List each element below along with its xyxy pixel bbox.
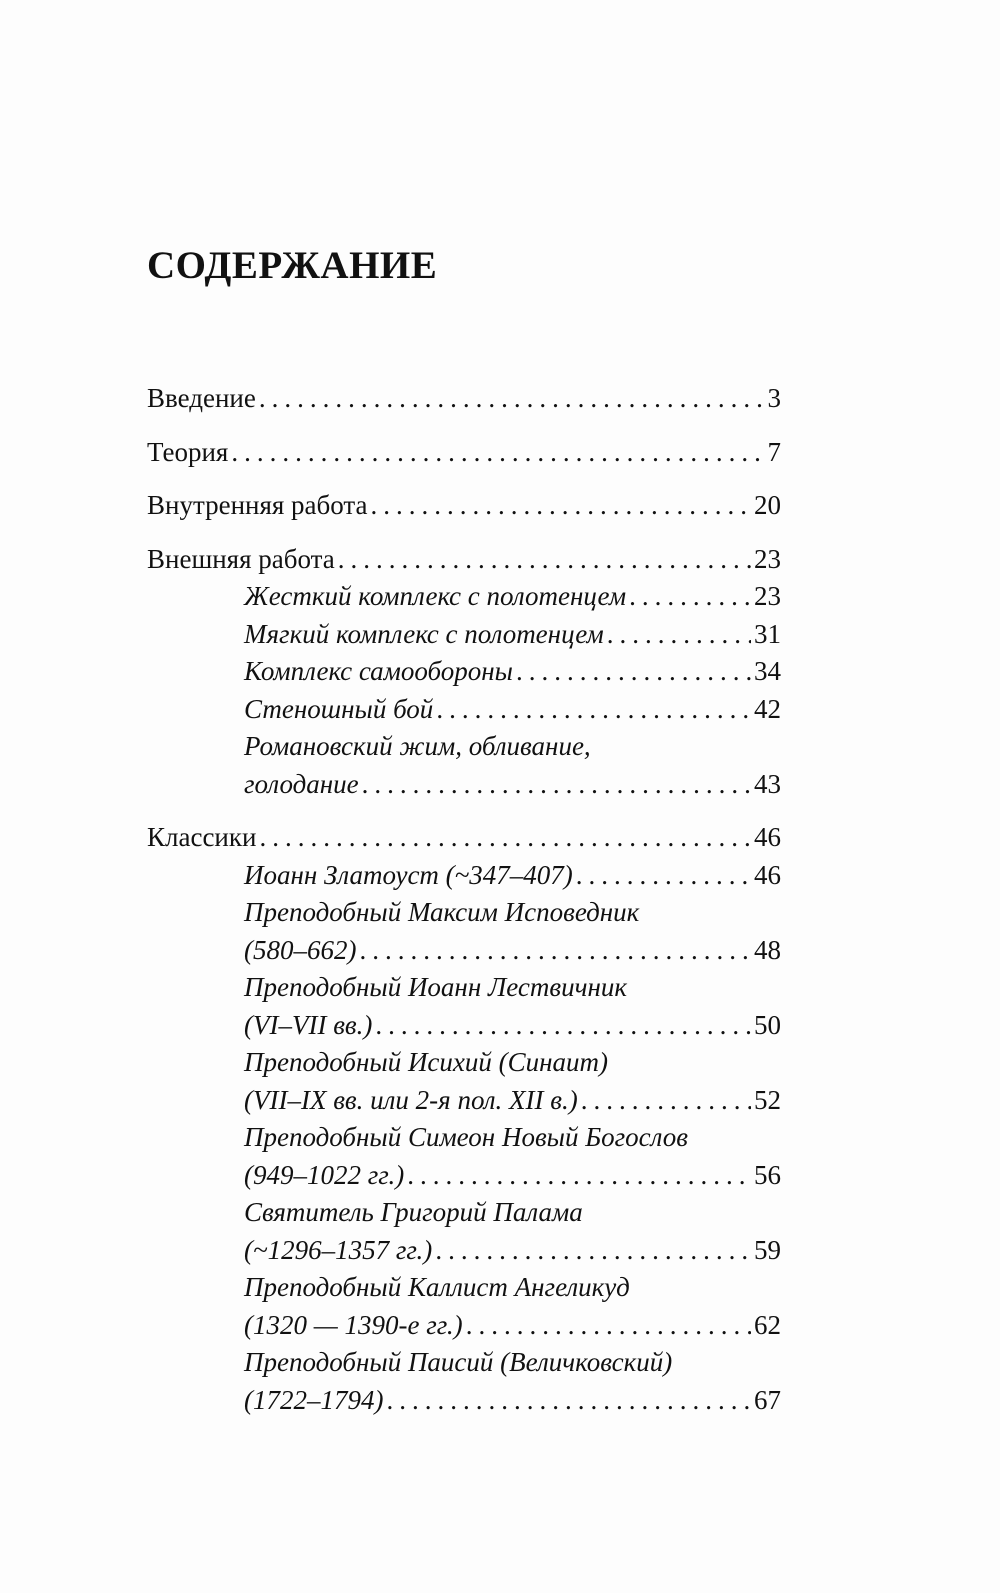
toc-page-number: 20: [754, 490, 781, 520]
toc-entry-title-line: голодание: [244, 768, 359, 799]
toc-entry-title-line: Преподобный Исихий (Синаит): [244, 1047, 609, 1077]
toc-page-number: 59: [754, 1234, 781, 1265]
toc-leader-dots: [259, 819, 751, 857]
toc-page-number: 50: [754, 1009, 781, 1040]
toc-entry-title-line: Преподобный Паисий (Величковский): [244, 1347, 673, 1377]
toc-leader-dots: [435, 1232, 751, 1270]
toc-page-number: 62: [754, 1309, 781, 1340]
toc-entry-title: Теория: [147, 436, 229, 467]
toc-subentry: [147, 969, 781, 1044]
toc-entry-title-line: (~1296–1357 гг.): [244, 1234, 433, 1265]
toc-page-number: 48: [754, 934, 781, 965]
toc-page-number: 7: [767, 436, 781, 467]
toc-entry-title-line: Преподобный Каллист Ангеликуд: [244, 1272, 630, 1302]
toc-entry-title: Стеношный бой: [244, 693, 434, 724]
toc-page-number: 23: [754, 581, 781, 611]
toc-subentry: [147, 1269, 781, 1344]
toc-leader-dots: [359, 932, 751, 970]
toc-entry: [147, 380, 781, 418]
toc-page-number: 56: [754, 1159, 781, 1190]
toc-subentry: [147, 578, 781, 616]
toc-page-number: 52: [754, 1084, 781, 1115]
toc-entry-title-line: Преподобный Иоанн Лествичник: [244, 972, 627, 1002]
toc-page-number: 31: [754, 618, 781, 649]
toc-leader-dots: [629, 578, 751, 616]
toc-entry-title: Введение: [147, 383, 256, 413]
toc-entry-title: Комплекс самообороны: [244, 656, 513, 686]
toc-entry: [147, 487, 781, 525]
toc-entry-title-line: Святитель Григорий Палама: [244, 1197, 583, 1227]
toc-subentry: [147, 1119, 781, 1194]
toc-page-number: 67: [754, 1384, 781, 1415]
toc-leader-dots: [375, 1007, 751, 1045]
toc-page-number: 43: [754, 768, 781, 799]
toc-entry-title-line: Романовский жим, обливание,: [244, 731, 591, 761]
toc-subentry: [147, 857, 781, 895]
toc-leader-dots: [576, 857, 751, 895]
toc-subentry: [147, 1344, 781, 1419]
toc-page-number: 46: [754, 859, 781, 890]
toc-leader-dots: [371, 487, 751, 525]
toc-leader-dots: [386, 1382, 751, 1420]
toc-leader-dots: [436, 691, 751, 729]
toc-page-number: 34: [754, 656, 781, 686]
toc-entry-title-line: (1722–1794): [244, 1384, 384, 1415]
toc-page-number: 3: [767, 383, 781, 413]
toc-subentry: [147, 728, 781, 803]
toc-entry-title-line: Преподобный Максим Исповедник: [244, 897, 640, 927]
toc-entry-title-line: (1320 — 1390-е гг.): [244, 1309, 463, 1340]
toc-entry: [147, 819, 781, 857]
toc-leader-dots: [607, 616, 751, 654]
toc-entry-title-line: (VI–VII вв.): [244, 1009, 373, 1040]
toc-entry: [147, 541, 781, 579]
toc-page-number: 23: [754, 543, 781, 574]
toc-subentry: [147, 616, 781, 654]
toc-leader-dots: [338, 541, 751, 579]
toc-leader-dots: [362, 766, 751, 804]
toc-entry: [147, 434, 781, 472]
toc-leader-dots: [231, 434, 764, 472]
toc-leader-dots: [516, 653, 751, 691]
toc-entry-title-line: Преподобный Симеон Новый Богослов: [244, 1122, 688, 1152]
toc-page-number: 46: [754, 822, 781, 852]
toc-leader-dots: [581, 1082, 751, 1120]
toc-entry-title: Внешняя работа: [147, 543, 335, 574]
toc-subentry: [147, 894, 781, 969]
toc-entry-title: Жесткий комплекс с полотенцем: [244, 581, 627, 611]
toc-subentry: [147, 1194, 781, 1269]
toc-leader-dots: [407, 1157, 751, 1195]
toc-entry-title-line: (VII–IX вв. или 2-я пол. XII в.): [244, 1084, 578, 1115]
toc-page-number: 42: [754, 693, 781, 724]
toc-entry-title: Мягкий комплекс с полотенцем: [244, 618, 604, 649]
toc-leader-dots: [259, 380, 765, 418]
toc-entry-title: Внутренняя работа: [147, 490, 368, 520]
toc-subentry: [147, 691, 781, 729]
page-title: СОДЕРЖАНИЕ: [147, 244, 438, 287]
toc-entry-title: Классики: [147, 822, 257, 852]
table-of-contents: [147, 380, 781, 1419]
toc-subentry: [147, 653, 781, 691]
toc-entry-title-line: (580–662): [244, 934, 357, 965]
toc-subentry: [147, 1044, 781, 1119]
toc-leader-dots: [466, 1307, 751, 1345]
toc-entry-title-line: (949–1022 гг.): [244, 1159, 405, 1190]
toc-entry-title: Иоанн Златоуст (~347–407): [244, 859, 573, 890]
